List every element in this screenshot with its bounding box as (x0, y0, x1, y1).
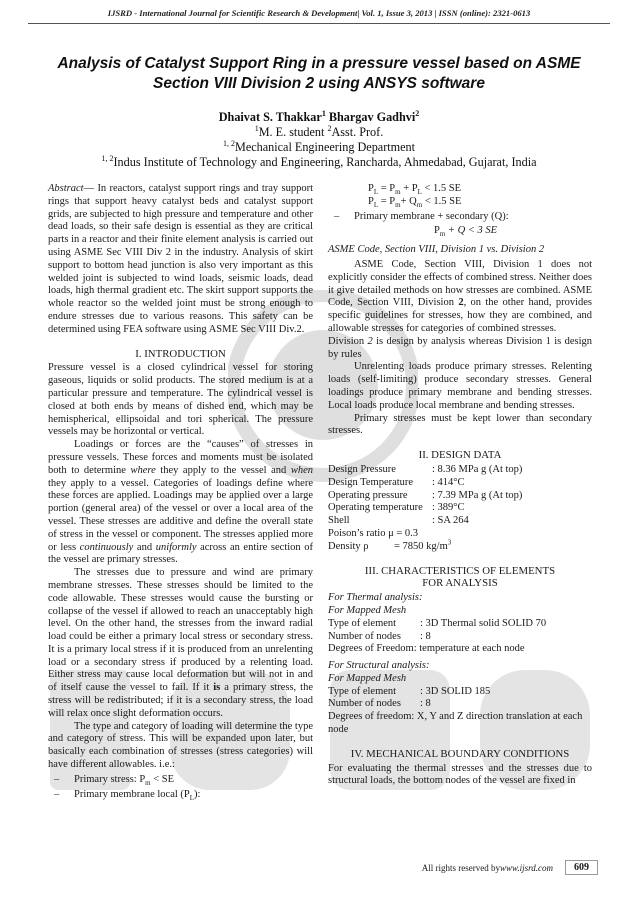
thermal-nodes: Number of nodes : 8 (328, 630, 431, 642)
footer-rights: All rights reserved by (421, 862, 500, 873)
bullet-primary-stress: – Primary stress: $P_m$ < SE (54, 773, 175, 787)
thermal-analysis-heading: For Thermal analysis: (328, 592, 423, 604)
design-row: Operating temperature : 389°C (328, 502, 465, 514)
section-heading-elements: III. CHARACTERISTICS OF ELEMENTS FOR ANALYSIS (364, 564, 556, 590)
header-rule (28, 23, 610, 24)
asme-paragraph-2: Division 2 is design by analysis whereas Division 1 is design by rules (328, 335, 592, 360)
formula-3: $P_m + Q < 3$ SE (434, 225, 498, 239)
asme-paragraph-3: Unrelenting loads produce primary stresses. Relenting loads (self-limiting) produce secondary stresses. General loadings produce primary membrane and bending stresses. Local loads produce local membrane and bending stresses. (328, 361, 592, 411)
asme-paragraph-1: ASME Code, Section VIII, Division 1 does not explicitly consider the effects of combined stress. Neither does it give detailed methods on how stresses are combined. ASME Code, Section VIII, Division 2, on the other hand, provides specific guidelines for stresses, how they are combined, and allowable stresses for categories of combined stresses. (328, 258, 592, 334)
structural-dof: Degrees of freedom: X, Y and Z direction translation at each node (328, 711, 583, 736)
mapped-mesh-label-2: For Mapped Mesh (328, 672, 407, 684)
bullet-membrane-secondary: – Primary membrane + secondary (Q): (334, 210, 509, 222)
abstract: Abstract— In reactors, catalyst support rings and tray support rings that support heavy catalyst beds and catalyst support grids, are subjected to high pressure and temperature and other dead loads, so their safe design is essential as they are critical parts in a reactor and their finite element analysis is carried out using ASME Sec VIII Div 2 in the industry. Analysis of skirt support to bottom head junction is also very important as this welded joint is subjected to wind loads, seismic loads, dead loads, high thermal gradient etc. The skirt support supports the whole reactor so the welded joint must be strong enough to endure stresses due to various reasons. This safety can be determined using FEA software using ASME Sec VIII Div.2. (48, 183, 313, 335)
author-block (40, 110, 598, 170)
thermal-dof: Degrees of Freedom: temperature at each node (328, 643, 525, 655)
paper-title: Analysis of Catalyst Support Ring in a pressure vessel based on ASME Section VIII Division 2 using ANSYS software (57, 55, 581, 92)
section-heading-design-data: II. DESIGN DATA (418, 449, 502, 462)
design-data-list (328, 464, 592, 554)
design-row: Shell : SA 264 (328, 515, 469, 527)
bullet-primary-membrane-local: – Primary membrane local $(P_L)$: (54, 788, 201, 802)
intro-paragraph-4: The type and category of loading will determine the type and category of stress. This will be expanded upon later, but basically each combination of stresses (stress categories) will have different allowables. i.e.: (48, 720, 313, 771)
author-roles: $^1$M. E. student $^2$Asst. Prof. (254, 123, 384, 139)
intro-paragraph-3: The stresses due to pressure and wind are primary membrane stresses. These stresses should be limited to the code allowable. These stresses would cause the bursting or collapse of the vessel if allowed to reach an unacceptably high level. On the other hand, the stresses from the inward radial load could be either a primary local stress or secondary stress. It is a primary local stress if it is produced from an unrelenting load or a secondary stress if produced by a relenting load. Either stress may cause local deformation but will not in and of itself cause the vessel to fail. If it is a primary stress, the stress will be redistributed; if it is a secondary stress, the load will relax once slight deformation occurs. (48, 567, 313, 719)
page-number: 609 (565, 860, 598, 875)
formula-1: $P_L = P_m + P_L < 1.5$ SE (368, 183, 462, 197)
density-row: Density ρ = 7850 $kg/m^3$ (328, 538, 452, 552)
mapped-mesh-label-1: For Mapped Mesh (328, 604, 407, 616)
author-institute: $^{1, 2}$Indus Institute of Technology and Engineering, Rancharda, Ahmedabad, Gujarat, India (101, 153, 537, 169)
structural-nodes: Number of nodes : 8 (328, 698, 431, 710)
asme-paragraph-4: Primary stresses must be kept lower than secondary stresses. (328, 412, 592, 437)
asme-subheading: ASME Code, Section VIII, Division 1 vs. Division 2 (328, 244, 545, 256)
poison-ratio: Poison’s ratio μ = 0.3 (328, 527, 419, 539)
boundary-paragraph: For evaluating the thermal stresses and the stresses due to structural loads, the bottom nodes of the vessel are fixed in (328, 762, 592, 787)
author-names: Dhaivat S. Thakkar$^1$ Bhargav Gadhvi$^2$ (218, 108, 420, 124)
author-department: $^{1, 2}$Mechanical Engineering Department (222, 138, 416, 154)
formula-2: $P_L = P_m+ Q_m < 1.5$ SE (368, 195, 462, 209)
design-row: Operating pressure : 7.39 MPa g (At top) (328, 489, 523, 501)
structural-analysis-heading: For Structural analysis: (328, 660, 430, 672)
thermal-element-type: Type of element : 3D Thermal solid SOLID 70 (328, 617, 547, 629)
section-heading-boundary: IV. MECHANICAL BOUNDARY CONDITIONS (350, 747, 570, 760)
intro-paragraph-2: Loadings or forces are the “causes” of stresses in pressure vessels. These forces and moments must be isolated both to determine where they apply to the vessel and when they apply to a vessel. Categories of loadings define where these forces are applied. Loadings may be applied over a large portion (general area) of the vessel or over a local area of the vessel. These stresses are additive and define the overall state of stress in the vessel or component. The stresses applied more or less continuously and uniformly across an entire section of the vessel are primary stresses. (48, 439, 313, 566)
section-heading-introduction: I. INTRODUCTION (135, 347, 226, 360)
journal-header: IJSRD - International Journal for Scientific Research & Development| Vol. 1, Issue 3, 2013 | ISSN (online): 2321-0613 (107, 8, 531, 18)
page-footer (422, 860, 598, 875)
structural-element-type: Type of element : 3D SOLID 185 (328, 685, 491, 697)
design-row: Design Temperature : 414°C (328, 476, 465, 488)
right-column (328, 183, 592, 788)
design-row: Design Pressure : 8.36 MPa g (At top) (328, 463, 523, 475)
intro-paragraph-1: Pressure vessel is a closed cylindrical vessel for storing gaseous, liquids or solid products. The stored medium is at a particular pressure and temperature. The cylindrical vessel is closed at both ends by means of dished end, which may be hemispherical, ellipsoidal and tori spherical. The pressure vessels may be horizontal or vertical. (48, 362, 313, 438)
left-column (48, 183, 313, 803)
footer-site-link[interactable]: www.ijsrd.com (499, 862, 553, 873)
